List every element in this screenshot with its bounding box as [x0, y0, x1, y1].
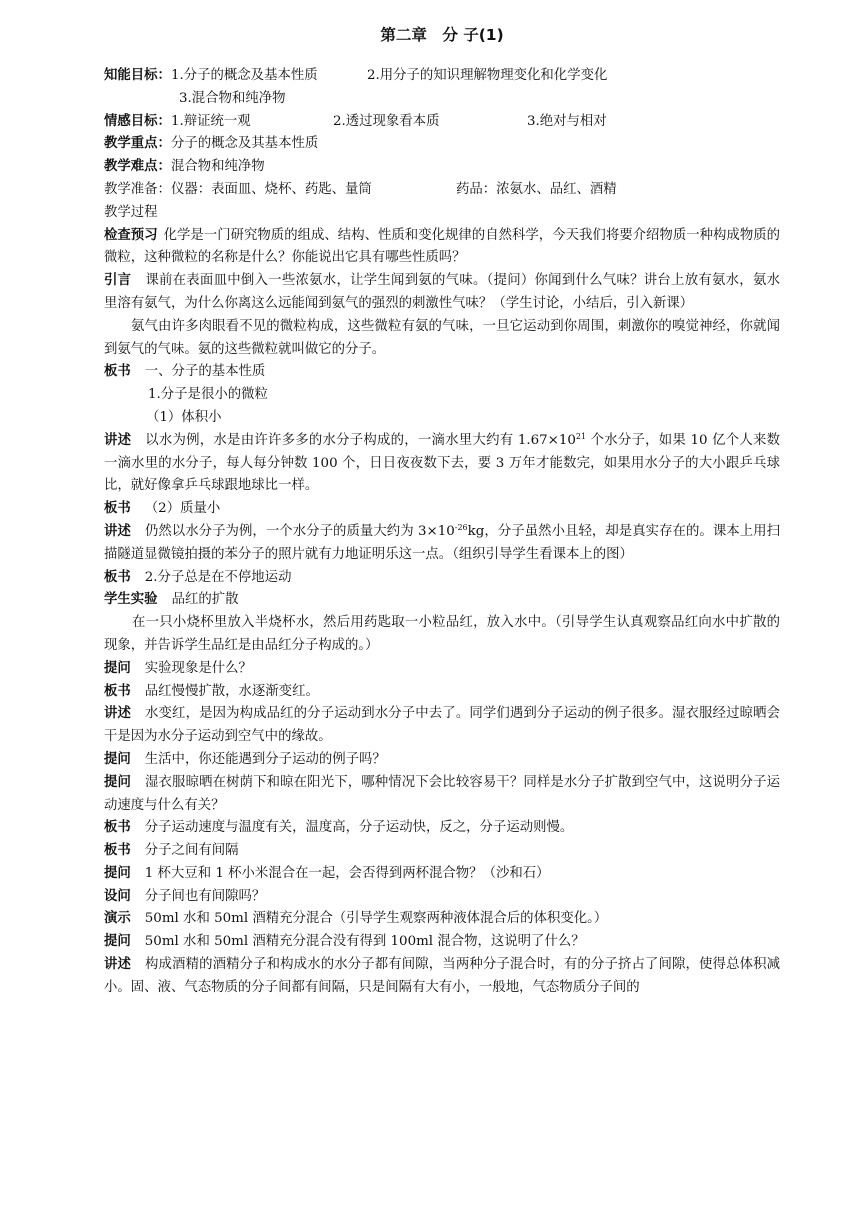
question-text: 分子间也有间隙吗？	[144, 888, 266, 904]
board-label: 板书	[104, 501, 131, 517]
question-text: 50ml 水和 50ml 酒精充分混合没有得到 100ml 混合物，这说明了什么？	[144, 934, 585, 950]
exponent: -26	[454, 522, 468, 532]
lecture-1-text-a: 以水为例，水是由许许多多的水分子构成的，一滴水里大约有 1.67×10	[145, 432, 576, 448]
lecture-4	[104, 954, 780, 1000]
question-1	[104, 658, 780, 681]
chapter-title: 第二章 分 子(1)	[380, 26, 504, 44]
board-2	[104, 498, 780, 521]
student-experiment	[104, 589, 780, 612]
knowledge-label: 知能目标：	[104, 68, 171, 83]
preview-label: 检查预习	[104, 227, 158, 243]
lecture-2-text-b: kg，分子虽然小且轻，却是真实存在的。课本上用扫描隧道显微镜拍摄的苯分子的照片就有力地证明乐这一点。（组织引导学生看课本上的图）	[104, 523, 781, 562]
question-text: 实验现象是什么？	[144, 660, 252, 676]
question-3	[104, 772, 780, 818]
intro-text: 课前在表面皿中倒入一些浓氨水，让学生闻到氨的气味。（提问）你闻到什么气味？讲台上放有氨水，氨水里溶有氨气，为什么你离这么远能闻到氨气的强烈的刺激性气味？（学生讨论，小结后，引入新课）	[104, 273, 781, 311]
question-text: 湿衣服晾晒在树荫下和晾在阳光下，哪种情况下会比较容易干？同样是水分子扩散到空气中，这说明分子运动速度与什么有关？	[104, 774, 781, 813]
board-text: 一、分子的基本性质	[144, 364, 266, 380]
board-text: （2）质量小	[144, 501, 221, 517]
teaching-prep	[104, 179, 780, 202]
demonstration	[104, 908, 780, 931]
ammonia-paragraph: 氨气由许多肉眼看不见的微粒构成，这些微粒有氨的气味，一旦它运动到你周围，刺激你的嗅觉神经，你就闻到氨气的气味。氨的这些微粒就叫做它的分子。	[104, 318, 780, 357]
emotion-objectives	[104, 111, 780, 134]
board-text: 分子之间有间隔	[144, 843, 239, 859]
intro-label: 引言	[104, 273, 132, 289]
demo-text: 50ml 水和 50ml 酒精充分混合（引导学生观察两种液体混合后的体积变化。）	[144, 911, 608, 927]
experiment-text: 品红的扩散	[171, 592, 239, 608]
board-label: 板书	[104, 843, 131, 859]
lecture-4-text: 构成酒精的酒精分子和构成水的水分子都有间隙，当两种分子混合时，有的分子挤占了间隙，使得总体积减小。固、液、气态物质的分子间都有间隔，只是间隔有大有小，一般地，气态物质分子间的	[104, 957, 781, 995]
knowledge-item-3: 3.混合物和纯净物	[179, 90, 286, 106]
lecture-3	[104, 703, 780, 749]
key-label: 教学重点：	[104, 136, 171, 152]
difficulty-label: 教学难点：	[104, 159, 171, 175]
emotion-item-1: 1.辩证统一观	[170, 113, 251, 129]
prep-text: 教学准备：仪器：表面皿、烧杯、药匙、量筒	[104, 181, 372, 197]
lecture-2-text-a: 仍然以水分子为例，一个水分子的质量大约为 3×10	[144, 523, 455, 539]
question-2	[104, 749, 780, 772]
question-label: 提问	[104, 751, 131, 767]
lecture-label: 讲述	[104, 523, 131, 539]
lecture-label: 讲述	[104, 432, 132, 448]
question-4	[104, 863, 780, 886]
board-text: 2.分子总是在不停地运动	[144, 569, 292, 585]
board-5	[104, 817, 780, 840]
question-5	[104, 886, 780, 909]
exponent: 21	[575, 431, 587, 441]
preview-text: 化学是一门研究物质的组成、结构、性质和变化规律的自然科学，今天我们将要介绍物质一种构成物质的微粒，这种微粒的名称是什么？你能说出它具有哪些性质吗？	[104, 227, 781, 266]
emotion-item-3: 3.绝对与相对	[526, 113, 607, 129]
lecture-2	[104, 521, 780, 567]
preview-paragraph	[104, 225, 780, 271]
lecture-3-text: 水变红，是因为构成品红的分子运动到水分子中去了。同学们遇到分子运动的例子很多。湿衣服经过晾晒会干是因为水分子运动到空气中的缘故。	[104, 706, 781, 745]
knowledge-item-1: 1.分子的概念及基本性质	[170, 68, 318, 83]
lecture-1	[104, 430, 780, 498]
demo-label: 演示	[104, 911, 131, 927]
board-label: 板书	[104, 364, 131, 380]
emotion-item-2: 2.透过现象看本质	[332, 113, 440, 129]
question-label: 提问	[104, 934, 131, 950]
lecture-1-text-b: 个水分子，如果 10 亿个人来数一滴水里的水分子，每人每分钟数 100 个，日日夜夜数下去，要 3 万年才能数完，如果用水分子的大小跟乒乓球比，就好像拿乒乓球跟地球比一样。	[104, 432, 780, 494]
intro-paragraph	[104, 270, 780, 316]
knowledge-item-2: 2.用分子的知识理解物理变化和化学变化	[366, 68, 608, 83]
lecture-label: 讲述	[104, 706, 132, 722]
board-1-sub-2: （1）体积小	[146, 409, 222, 425]
board-3	[104, 567, 780, 590]
experiment-label: 学生实验	[104, 592, 158, 608]
question-text: 1 杯大豆和 1 杯小米混合在一起，会否得到两杯混合物？（沙和石）	[144, 865, 550, 881]
teaching-key	[104, 133, 780, 156]
question-6	[104, 931, 780, 954]
board-1-sub-1: 1.分子是很小的微粒	[148, 387, 268, 403]
board-text: 分子运动速度与温度有关，温度高，分子运动快，反之，分子运动则慢。	[144, 820, 574, 836]
teaching-difficulty	[104, 156, 780, 179]
question-label: 提问	[104, 865, 131, 881]
process-heading: 教学过程	[104, 204, 158, 220]
board-text: 品红慢慢扩散，水逐渐变红。	[144, 683, 319, 699]
lecture-label: 讲述	[104, 957, 132, 973]
board-label: 板书	[104, 820, 131, 836]
board-label: 板书	[104, 683, 131, 699]
question-label: 提问	[104, 774, 132, 790]
board-4	[104, 681, 780, 704]
document-page	[104, 22, 780, 1000]
emotion-label: 情感目标：	[104, 113, 171, 129]
board-1	[104, 361, 780, 384]
board-6	[104, 840, 780, 863]
reagents-text: 药品：浓氨水、品红、酒精	[456, 181, 617, 197]
board-label: 板书	[104, 569, 131, 585]
question-text: 生活中，你还能遇到分子运动的例子吗？	[144, 751, 386, 767]
key-text: 分子的概念及其基本性质	[170, 136, 319, 152]
difficulty-text: 混合物和纯净物	[170, 159, 265, 175]
experiment-description: 在一只小烧杯里放入半烧杯水，然后用药匙取一小粒品红，放入水中。（引导学生认真观察品红向水中扩散的现象，并告诉学生品红是由品红分子构成的。）	[104, 615, 780, 653]
question-label: 设问	[104, 888, 131, 904]
question-label: 提问	[104, 660, 131, 676]
knowledge-objectives	[104, 65, 780, 88]
